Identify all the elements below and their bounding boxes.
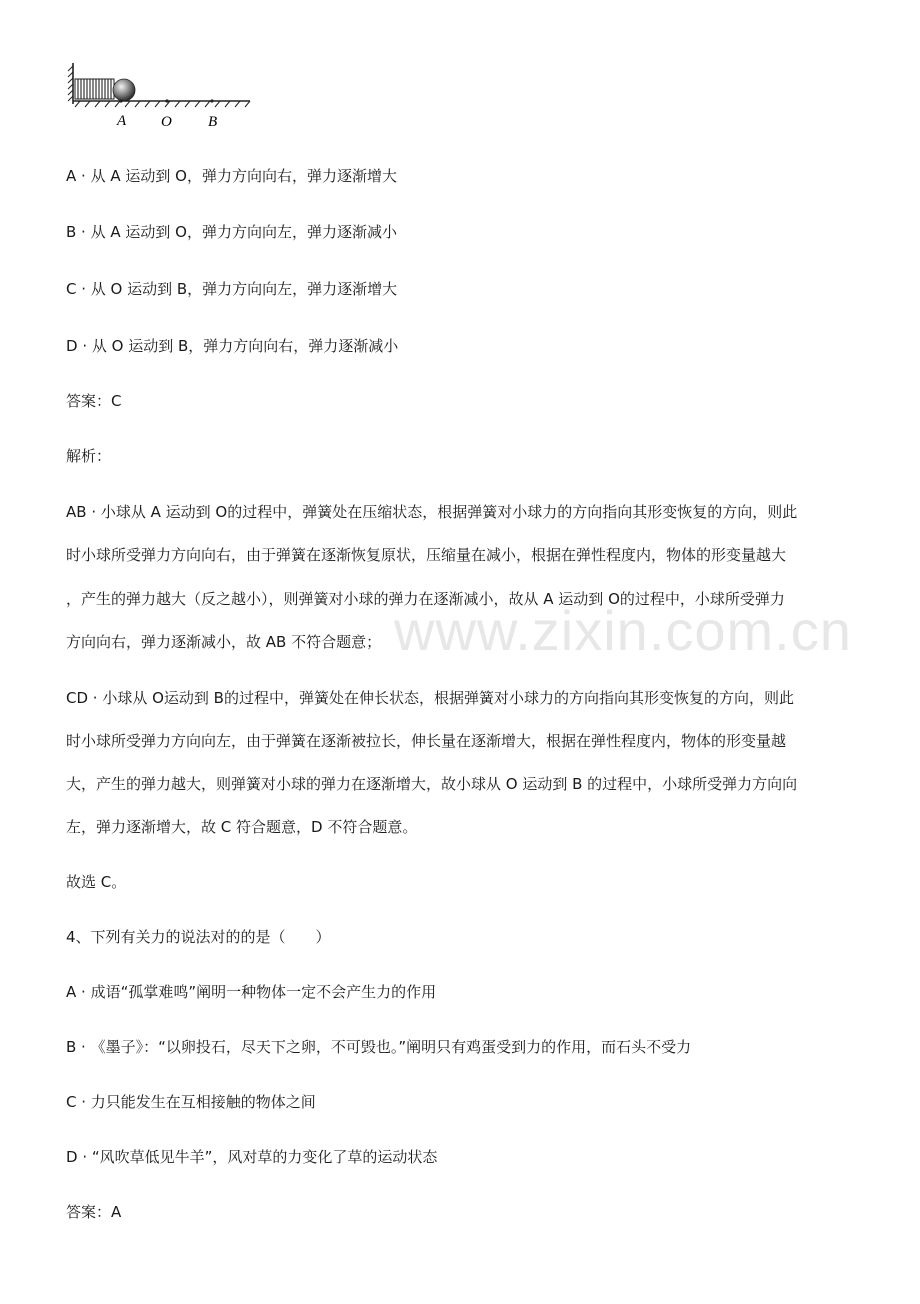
label-a: A — [117, 113, 127, 129]
analysis-ab-line: ，产生的弹力越大（反之越小），则弹簧对小球的弹力在逐渐减小，故从 A 运动到 O的过程中，小球所受弹力 — [66, 590, 785, 608]
q4-question: 4、下列有关力的说法对的的是（ ） — [66, 928, 331, 946]
spring-ball-figure — [66, 58, 256, 130]
watermark: www.zixin.com.cn — [394, 599, 852, 662]
analysis-ab-line: AB · 小球从 A 运动到 O的过程中，弹簧处在压缩状态，根据弹簧对小球力的方向指向其形变恢复的方向，则此 — [66, 503, 798, 521]
q3-option-b: B · 从 A 运动到 O，弹力方向向左，弹力逐渐减小 — [66, 223, 397, 241]
ball — [113, 79, 135, 101]
q3-option-d: D · 从 O 运动到 B，弹力方向向右，弹力逐渐减小 — [66, 337, 399, 355]
analysis-cd-line: CD · 小球从 O运动到 B的过程中，弹簧处在伸长状态，根据弹簧对小球力的方向指向其形变恢复的方向，则此 — [66, 689, 794, 707]
analysis-cd-line: 大，产生的弹力越大，则弹簧对小球的弹力在逐渐增大，故小球从 O 运动到 B 的过程中，小球所受弹力方向向 — [66, 775, 798, 793]
label-b: B — [208, 114, 218, 130]
q3-option-c: C · 从 O 运动到 B，弹力方向向左，弹力逐渐增大 — [66, 280, 398, 298]
q3-option-a: A · 从 A 运动到 O，弹力方向向右，弹力逐渐增大 — [66, 167, 397, 185]
q4-answer: 答案：A — [66, 1203, 122, 1221]
q3-conclusion: 故选 C。 — [66, 873, 127, 891]
q3-answer: 答案：C — [66, 392, 122, 410]
q4-option-c: C · 力只能发生在互相接触的物体之间 — [66, 1093, 316, 1111]
q4-option-a: A · 成语“孤掌难鸣”阐明一种物体一定不会产生力的作用 — [66, 983, 437, 1001]
analysis-ab-line: 方向向右，弹力逐渐减小，故 AB 不符合题意； — [66, 633, 382, 651]
label-o: O — [161, 114, 172, 130]
q4-option-d: D · “风吹草低见牛羊”，风对草的力变化了草的运动状态 — [66, 1148, 438, 1166]
q3-analysis-label: 解析： — [66, 447, 112, 465]
analysis-cd-line: 时小球所受弹力方向向左，由于弹簧在逐渐被拉长，伸长量在逐渐增大，根据在弹性程度内，物体的形变量越 — [66, 732, 787, 750]
analysis-ab-line: 时小球所受弹力方向向右，由于弹簧在逐渐恢复原状，压缩量在减小，根据在弹性程度内，物体的形变量越大 — [66, 546, 787, 564]
spring-ball-diagram — [66, 58, 256, 130]
q4-option-b: B · 《墨子》：“以卵投石，尽天下之卵，不可毁也。”阐明只有鸡蛋受到力的作用，而石头不受力 — [66, 1038, 692, 1056]
analysis-cd-line: 左，弹力逐渐增大，故 C 符合题意，D 不符合题意。 — [66, 818, 418, 836]
